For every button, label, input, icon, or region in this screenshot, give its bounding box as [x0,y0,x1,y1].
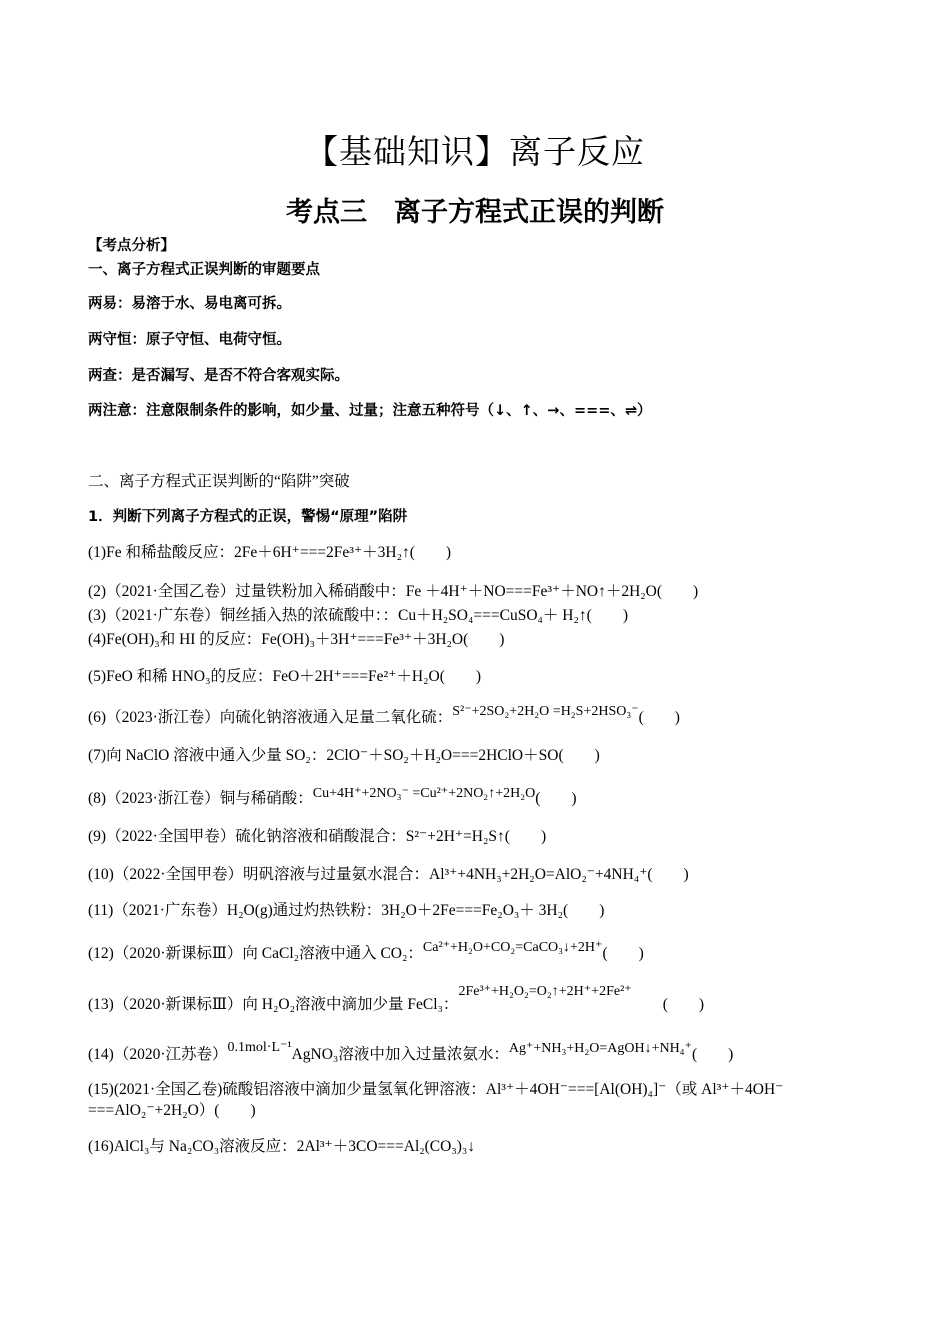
item-13 [88,984,705,1014]
answer-blank: ( ) [535,790,577,807]
item-2 [88,579,698,601]
answer-blank: ( ) [558,747,600,764]
answer-blank: ( ) [647,866,689,883]
equation: S²⁻+2SO₂+2H₂O =H₂S+2HSO₃⁻ [452,704,639,719]
answer-blank: ( ) [463,631,505,648]
section1-p4: 两注意：注意限制条件的影响，如少量、过量；注意五种符号（↓、↑、→、===、⇌） [88,403,652,419]
equation: 2Fe＋6H⁺===2Fe³⁺＋3H₂↑ [233,544,410,561]
page-title: 【基础知识】离子反应 [305,132,645,171]
answer-blank: ( ) [638,709,680,726]
item-lead: (6)（2023·浙江卷）向硫化钠溶液通入足量二氧化硫： [88,709,453,726]
item-lead: (8)（2023·浙江卷）铜与稀硝酸： [88,790,313,807]
item-text: AgNO₃溶液中加入过量浓氨水： [291,1046,509,1063]
equation: Cu+4H⁺+2NO₃⁻ =Cu²⁺+2NO₂↑+2H₂O [312,786,536,801]
item-8 [88,786,577,808]
item-lead: (11)（2021·广东卷）H₂O(g)通过灼热铁粉： [88,902,382,919]
answer-blank: ( ) [439,668,482,685]
item-4 [88,627,504,649]
item-5 [88,664,481,686]
answer-blank: ( ) [563,902,605,919]
equation: Cu＋H₂SO₄===CuSO₄＋ H₂↑ [398,607,587,624]
equation: FeO＋2H⁺===Fe²⁺＋H₂O [272,668,440,685]
equation: 2Fe³⁺+H₂O₂=O₂↑+2H⁺+2Fe²⁺ [458,984,632,999]
answer-blank: ( ) [409,544,452,561]
item-14 [88,1042,733,1064]
section2-heading: 二、离子方程式正误判断的“陷阱”突破 [88,473,350,490]
item-11 [88,898,604,920]
equation: Al³⁺+4NH₃+2H₂O=AlO₂⁻+4NH₄⁺ [429,866,648,883]
item-7 [88,743,600,765]
item-lead: (10)（2022·全国甲卷）明矾溶液与过量氨水混合： [88,866,429,883]
item-lead: (14)（2020·江苏卷） [88,1046,228,1063]
answer-blank: ( ) [504,828,547,845]
equation: Fe(OH)₃＋3H⁺===Fe³⁺＋3H₂O [261,631,464,648]
equation: Ag⁺+NH₃+H₂O=AgOH↓+NH₄⁺ [508,1041,692,1056]
answer-blank: ( ) [586,607,628,624]
analysis-label: 【考点分析】 [88,238,175,254]
equation: S²⁻+2H⁺=H₂S↑ [405,828,505,845]
answer-blank: ( ) [656,583,699,600]
item-3 [88,603,628,625]
equation: Fe ＋4H⁺＋NO===Fe³⁺＋NO↑＋2H₂O [405,583,657,600]
item-lead: (3)（2021·广东卷）铜丝插入热的浓硫酸中：： [88,607,398,624]
item-12 [88,941,644,963]
concentration: 0.1mol·L⁻¹ [227,1040,292,1055]
equation: Ca²⁺+H₂O+CO₂=CaCO₃↓+2H⁺ [422,940,603,955]
equation: 2ClO⁻＋SO₂＋H₂O===2HClO＋SO [326,747,559,764]
item-lead: (4)Fe(OH)₃和 HI 的反应： [88,631,262,648]
equation: 3H₂O＋2Fe===Fe₂O₃＋ 3H₂ [381,902,564,919]
item-16: (16)AlCl₃与 Na₂CO₃溶液反应：2Al³⁺＋3CO===Al₂(CO₃)₃↓ [88,1138,476,1155]
section1-p2: 两守恒：原子守恒、电荷守恒。 [88,332,291,348]
item-lead: (13)（2020·新课标Ⅲ）向 H₂O₂溶液中滴加少量 FeCl₃： [88,996,459,1013]
item-lead: (9)（2022·全国甲卷）硫化钠溶液和硝酸混合： [88,828,406,845]
item-1 [88,540,451,562]
answer-blank: ( ) [691,1046,734,1063]
item-15-line-1: (15)(2021·全国乙卷)硫酸铝溶液中滴加少量氢氧化钾溶液：Al³⁺＋4OH⁻===[Al(OH)₄]⁻（或 Al³⁺＋4OH⁻ [88,1081,784,1098]
item-lead: (1)Fe 和稀盐酸反应： [88,544,234,561]
item-15-line-2: ===AlO₂⁻+2H₂O）( ) [88,1102,256,1119]
section1-p1: 两易：易溶于水、易电离可拆。 [88,296,291,312]
item-6 [88,705,680,727]
item-10 [88,862,689,884]
section1-p3: 两查：是否漏写、是否不符合客观实际。 [88,368,349,384]
item-9 [88,824,546,846]
section1-heading: 一、离子方程式正误判断的审题要点 [88,262,320,278]
item-lead: (12)（2020·新课标Ⅲ）向 CaCl₂溶液中通入 CO₂： [88,945,423,962]
item-lead: (2)（2021·全国乙卷）过量铁粉加入稀硝酸中： [88,583,406,600]
item-lead: (7)向 NaClO 溶液中通入少量 SO₂： [88,747,327,764]
answer-blank: ( ) [662,996,705,1013]
item-lead: (5)FeO 和稀 HNO₃的反应： [88,668,273,685]
answer-blank: ( ) [602,945,644,962]
page-subtitle: 考点三 离子方程式正误的判断 [286,197,664,228]
question-heading: 1．判断下列离子方程式的正误，警惕“原理”陷阱 [88,509,408,525]
